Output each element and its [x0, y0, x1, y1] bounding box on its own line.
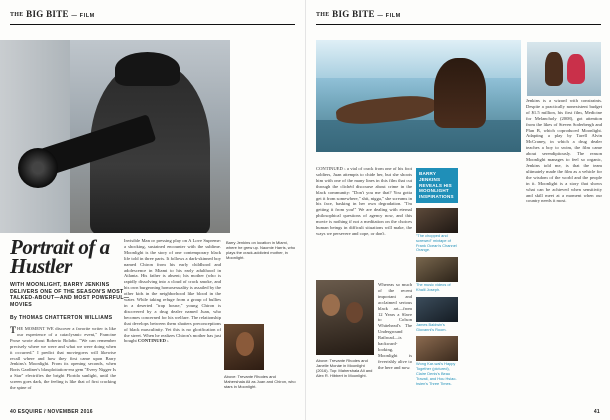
article-headline: Portrait of a Hustler: [10, 235, 110, 278]
masthead-rule: [10, 24, 295, 25]
article-column-4: Whereas so much of the recent important and acclaimed serious black art—from 12 Years a Slave to Colson Whitehead's The Underground Railroad—is backward-looking, Moonlight is feverishly alive to the here and now.: [378, 282, 412, 370]
sidebar-thumbnail: [416, 257, 458, 282]
photo-caption: Barry Jenkins on location in Miami, where he grew up. Naomie Harris, who plays the crack-addicted mother, in Moonlight.: [226, 240, 296, 260]
article-column-3: CONTINUED › a vial of crack from one of his foot soldiers, Juan attempts to chide her, but she shoots him with one of the many lines in this film that cut through the clichéd discourse about crime in the black community: "Don't you me that? You gotta get it from somewhere," shit, nigga," she screams in his face, basking in her own degradation. "I'm getting it from you!" We are dealing with eternal philosophical questions of agency now, and this movie is nothing if not a meditation on the choices human beings in difficult situations will make, the ways we persevere and cope, or don't.: [316, 166, 412, 236]
sidebar-thumbnail: [416, 297, 458, 322]
sidebar-caption: James Baldwin's Giovanni's Room.: [416, 321, 447, 332]
masthead-right: [316, 9, 401, 19]
sidebar-thumbnail: [416, 208, 458, 233]
sidebar-item: [416, 257, 458, 293]
masthead-title: BIG BITE: [332, 9, 375, 19]
sidebar-caption: Wong Kar-wai's Happy Together (pictured), Claire Denis's Beau Travail, and Hou Hsiao-hsien's Three Times.: [416, 361, 457, 386]
director-photo: [0, 40, 230, 233]
couple-photo: [316, 280, 374, 355]
right-page: [305, 0, 610, 420]
page-number: 41: [593, 409, 600, 415]
drop-cap: T: [10, 326, 17, 335]
inset-caption: Above: Trevante Rhodes and Mahershala Ali as Juan and Chiron, who stars in Moonlight.: [224, 374, 296, 389]
photo-caption: Above: Trevante Rhodes and Janelle Monáe in Moonlight (2016). Top: Mahershala Ali and Alex R. Hibbert in Moonlight.: [316, 358, 373, 378]
masthead-the: THE: [10, 12, 24, 18]
sidebar-item: [416, 297, 458, 333]
sidebar-caption: The music videos of Khalil Joseph.: [416, 282, 451, 292]
article-deck: WITH MOONLIGHT, BARRY JENKINS DELIVERS ONE OF THE SEASON'S MOST TALKED-ABOUT—AND MOST POWERFUL—MOVIES: [10, 282, 130, 308]
beach-scene-photo: [527, 42, 601, 96]
byline: By THOMAS CHATTERTON WILLIAMS: [10, 315, 113, 321]
masthead-title: BIG BITE: [26, 9, 69, 19]
sidebar-item: [416, 208, 458, 253]
masthead-section: — FILM: [71, 13, 95, 19]
masthead-the: THE: [316, 12, 330, 18]
masthead-rule: [316, 24, 601, 25]
masthead: [10, 9, 95, 19]
sidebar-caption: "The chopped and screwed" mixtape of Frank Ocean's Channel Orange.: [416, 233, 457, 253]
continued-marker: CONTINUED ›: [137, 338, 169, 344]
sidebar-item: [416, 336, 458, 386]
article-column-5: Jenkins is a wizard with constraints. Despite a practically nonexistent budget of $1.5 million, his first film, Medicine for Melancholy (2008), got attention from the likes of Steven Soderbergh and Plan B, which coproduced Moonlight. Adapting a play by Tarell Alvin McCraney, in which a drug dealer teaches a boy to swim, the film came about serendipitously. The reason Moonlight manages to feel so organic, Jenkins told me, is that the team ultimately made the film as a vehicle for the wisdom of the world and the people in it. Moonlight is a story that shows what can be achieved when sensitivity and skill meet at a moment when our country needs it most.: [526, 98, 602, 204]
article-column-2: [124, 238, 221, 402]
lead-text: HE MOMENT WE discover a favorite writer is like our experience of a cataclysmic event," Francine Prose wrote about Roberto Bolaño. "We can remember precisely where we were and what we were doing when it occurred." I predict that moviegoers will likewise recall where and how they first came upon Barry Jenkins's Moonlight. From its opening seconds, when Boris Gardiner's blaxploitation-era gem "Every Nigger Is a Star" electrifies the bright Florida sunlight, until the screen goes dark, the feeling is like that of first cracking the spine of: [10, 326, 116, 391]
masthead-section: — FILM: [377, 13, 401, 19]
sidebar-list: [416, 208, 458, 390]
swim-scene-photo: [316, 40, 521, 152]
lead-paragraph: [10, 326, 116, 404]
inset-photo: [224, 324, 264, 370]
sidebar-thumbnail: [416, 336, 458, 361]
sidebar-title: BARRY JENKINS REVEALS HIS MOONLIGHT INSPIRATIONS: [416, 168, 458, 203]
column-2-text: Invisible Man or pressing play on A Love Supreme: a shocking, sustained encounter with the sublime. Moonlight is the story of one contemporary black life told in three parts. It follows a dark-skinned boy named Chiron from his early childhood and adolescence in Miami to his early adulthood in Atlanta. His father is absent; his mother (who is rapidly dissolving into a cloud of crack smoke, and his own burgeoning homosexuality is assailed by the other kids in the neighborhood like blood in the water. While taking refuge from a group of bullies in a deserted "trap house," young Chiron is discovered by a drug dealer named Juan, who becomes concerned for his welfare. The relationship that develops between them shatters preconceptions of black masculinity. Yet this is no glorification of the street. When he realizes Chiron's mother has just bought: [124, 238, 221, 344]
page-footer: 40 ESQUIRE / NOVEMBER 2016: [10, 409, 93, 415]
